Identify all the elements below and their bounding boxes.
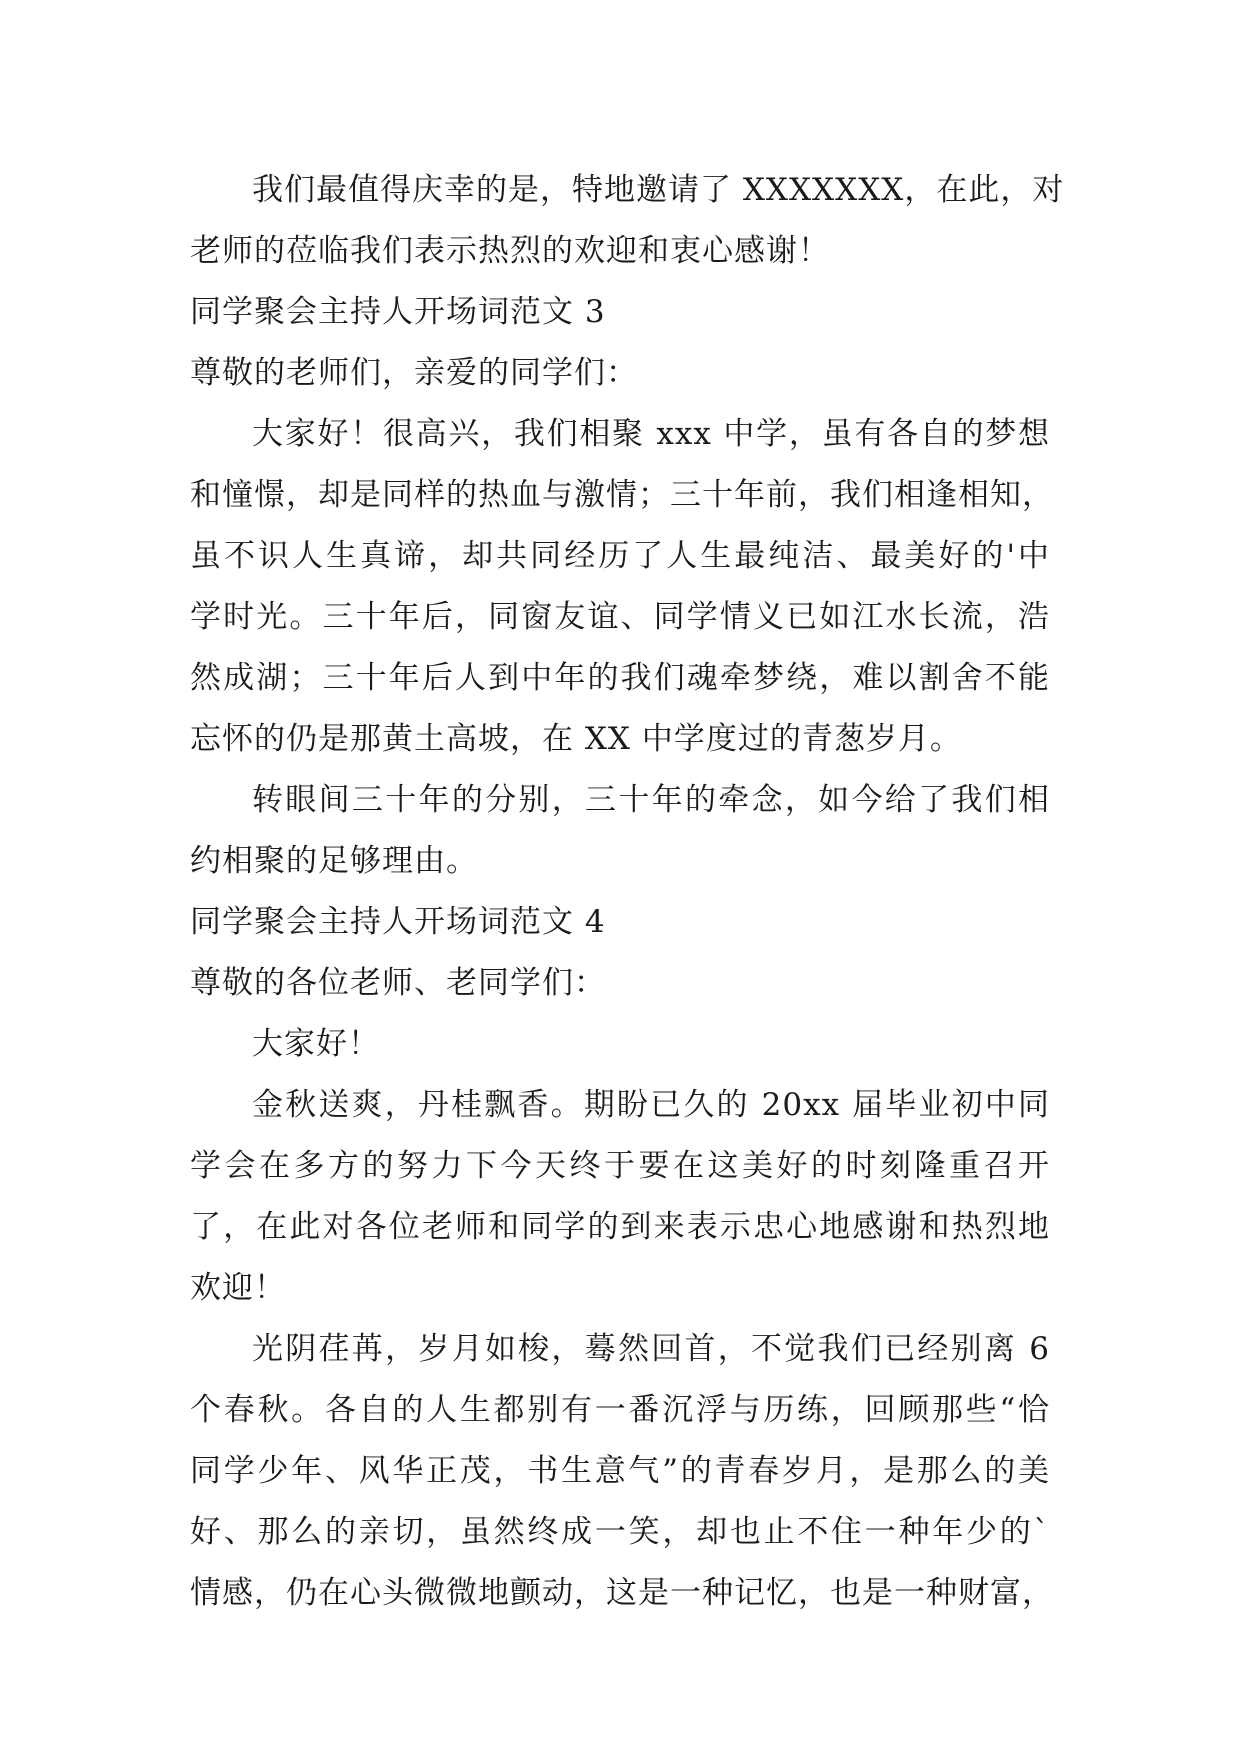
text-line: 约相聚的足够理由。 [190, 843, 478, 879]
text-line: 金秋送爽，丹桂飘香。期盼已久的 20xx 届毕业初中同 [252, 1087, 1050, 1123]
text-line: 欢迎！ [190, 1270, 286, 1306]
text-line: 和憧憬，却是同样的热血与激情；三十年前，我们相逢相知， [190, 477, 1054, 513]
text-line: 同学聚会主持人开场词范文 4 [190, 904, 606, 940]
text-line: 情感，仍在心头微微地颤动，这是一种记忆，也是一种财富， [190, 1575, 1054, 1611]
text-line: 大家好！ [252, 1026, 380, 1062]
text-line: 同学聚会主持人开场词范文 3 [190, 294, 606, 330]
text-line: 尊敬的各位老师、老同学们： [190, 965, 606, 1001]
text-line: 转眼间三十年的分别，三十年的牵念，如今给了我们相 [252, 782, 1050, 818]
text-line: 学会在多方的努力下今天终于要在这美好的时刻隆重召开 [190, 1148, 1050, 1184]
text-line: 大家好！很高兴，我们相聚 xxx 中学，虽有各自的梦想 [252, 416, 1050, 452]
text-line: 老师的莅临我们表示热烈的欢迎和衷心感谢！ [190, 233, 830, 269]
text-line: 好、那么的亲切，虽然终成一笑，却也止不住一种年少的` [190, 1514, 1050, 1550]
text-line: 了，在此对各位老师和同学的到来表示忠心地感谢和热烈地 [190, 1209, 1050, 1245]
text-line: 然成湖；三十年后人到中年的我们魂牵梦绕，难以割舍不能 [190, 660, 1050, 696]
text-line: 光阴荏苒，岁月如梭，蓦然回首，不觉我们已经别离 6 [252, 1331, 1050, 1367]
text-line: 个春秋。各自的人生都别有一番沉浮与历练，回顾那些“恰 [190, 1392, 1050, 1428]
text-line: 忘怀的仍是那黄土高坡，在 XX 中学度过的青葱岁月。 [190, 721, 962, 757]
text-line: 同学少年、风华正茂，书生意气”的青春岁月，是那么的美 [190, 1453, 1050, 1489]
text-line: 虽不识人生真谛，却共同经历了人生最纯洁、最美好的'中 [190, 538, 1050, 574]
text-line: 尊敬的老师们，亲爱的同学们： [190, 355, 638, 391]
document-body [190, 160, 1065, 1624]
text-line: 我们最值得庆幸的是，特地邀请了 XXXXXXX，在此，对 [252, 172, 1065, 208]
text-line: 学时光。三十年后，同窗友谊、同学情义已如江水长流，浩 [190, 599, 1050, 635]
